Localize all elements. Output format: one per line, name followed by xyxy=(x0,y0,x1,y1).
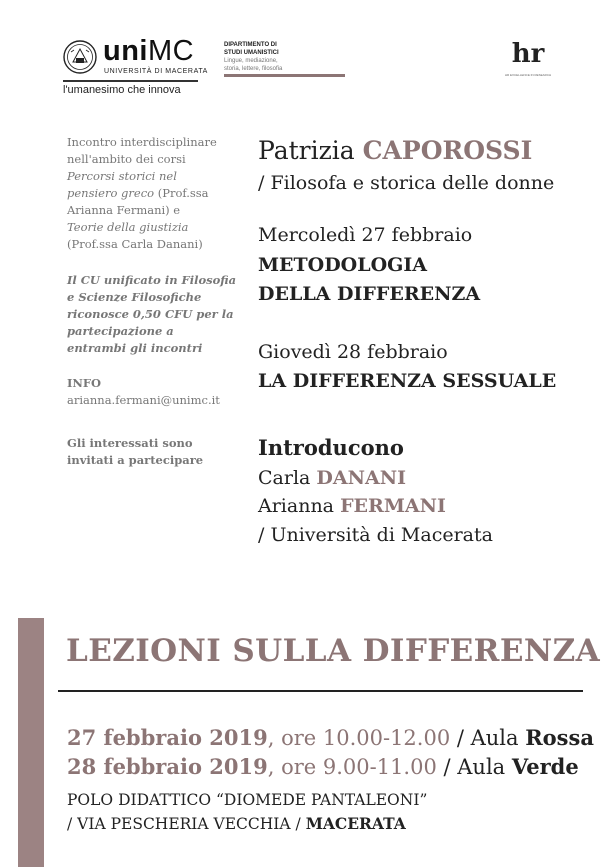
course1-prof-a: (Prof.ssa xyxy=(154,186,209,200)
session1-title-line2: DELLA DIFFERENZA xyxy=(258,283,481,305)
line2-room: Verde xyxy=(511,754,579,779)
dept-line2: STUDI UMANISTICI xyxy=(224,50,279,56)
info-email[interactable]: arianna.fermani@unimc.it xyxy=(67,393,220,407)
university-seal-icon xyxy=(63,40,97,74)
title-divider xyxy=(58,690,583,692)
introducer1-first: Carla xyxy=(258,467,317,489)
logo-subtitle: UNIVERSITÀ DI MACERATA xyxy=(104,68,208,75)
introducer-2 xyxy=(258,494,446,518)
course2-prof: (Prof.ssa Carla Danani) xyxy=(67,237,203,251)
line2-time: , ore 9.00-11.00 xyxy=(267,755,437,779)
dept-sub2: storia, lettere, filosofia xyxy=(224,66,283,72)
cfu-line1: Il CU unificato in Filosofia xyxy=(67,273,237,287)
line2-date: 28 febbraio 2019 xyxy=(67,754,268,779)
venue-line-1: POLO DIDATTICO “DIOMEDE PANTALEONI” xyxy=(67,791,428,809)
session1-date: Mercoledì 27 febbraio xyxy=(258,224,473,246)
logo-uni: uni xyxy=(103,35,148,67)
cfu-line2: e Scienze Filosofiche xyxy=(67,290,202,304)
line1-date: 27 febbraio 2019 xyxy=(67,725,268,750)
info-block xyxy=(67,375,242,409)
speaker-name xyxy=(258,136,532,165)
introducer2-last: FERMANI xyxy=(340,495,446,517)
cfu-line3: riconosce 0,50 CFU per la xyxy=(67,307,234,321)
header-divider xyxy=(63,80,198,82)
dept-sub1: Lingue, mediazione, xyxy=(224,58,278,64)
introducers-affiliation: / Università di Macerata xyxy=(258,524,493,546)
invite-line1: Gli interessati sono xyxy=(67,436,193,450)
hr-caption: HR EXCELLENCE IN RESEARCH xyxy=(504,73,552,77)
hr-mark: hr xyxy=(511,39,545,69)
introducers-label: Introducono xyxy=(258,435,404,460)
venue-city: MACERATA xyxy=(305,814,406,833)
speaker-role: / Filosofa e storica delle donne xyxy=(258,172,555,194)
department-label xyxy=(224,41,282,73)
intro-text xyxy=(67,134,242,253)
speaker-first: Patrizia xyxy=(258,136,363,165)
schedule-line-1 xyxy=(67,725,594,750)
course1-prof-b: Arianna Fermani) e xyxy=(67,203,181,217)
invite-note xyxy=(67,435,242,469)
introducer1-last: DANANI xyxy=(316,467,406,489)
invite-line2: invitati a partecipare xyxy=(67,453,204,467)
intro-line1: Incontro interdisciplinare xyxy=(67,135,217,149)
cfu-line4: partecipazione a xyxy=(67,324,174,338)
speaker-last: CAPOROSSI xyxy=(362,136,533,165)
session2-title: LA DIFFERENZA SESSUALE xyxy=(258,370,557,392)
venue-line-2 xyxy=(67,814,406,833)
course1-line2: pensiero greco xyxy=(67,186,155,200)
accent-bar xyxy=(18,618,44,867)
department-divider xyxy=(224,74,345,77)
line1-room-pre: / Aula xyxy=(450,726,526,750)
cfu-line5: entrambi gli incontri xyxy=(67,341,203,355)
unimc-logo xyxy=(103,36,194,66)
course1-line1: Percorsi storici nel xyxy=(67,169,177,183)
university-motto: l'umanesimo che innova xyxy=(63,84,181,96)
venue-street: / VIA PESCHERIA VECCHIA / xyxy=(67,815,306,833)
schedule-line-2 xyxy=(67,754,579,779)
line1-room: Rossa xyxy=(525,725,594,750)
line2-room-pre: / Aula xyxy=(436,755,512,779)
dept-line1: DIPARTIMENTO DI xyxy=(224,42,277,48)
event-title: LEZIONI SULLA DIFFERENZA xyxy=(66,633,601,669)
info-label: INFO xyxy=(67,376,102,390)
session1-title-line1: METODOLOGIA xyxy=(258,254,427,276)
introducer-1 xyxy=(258,466,406,490)
logo-mc: MC xyxy=(148,35,195,67)
session2-date: Giovedì 28 febbraio xyxy=(258,341,448,363)
line1-time: , ore 10.00-12.00 xyxy=(267,726,451,750)
introducer2-first: Arianna xyxy=(258,495,341,517)
intro-line2: nell'ambito dei corsi xyxy=(67,152,186,166)
cfu-note xyxy=(67,272,242,357)
course2: Teorie della giustizia xyxy=(67,220,189,234)
hr-excellence-logo-icon xyxy=(508,36,548,76)
